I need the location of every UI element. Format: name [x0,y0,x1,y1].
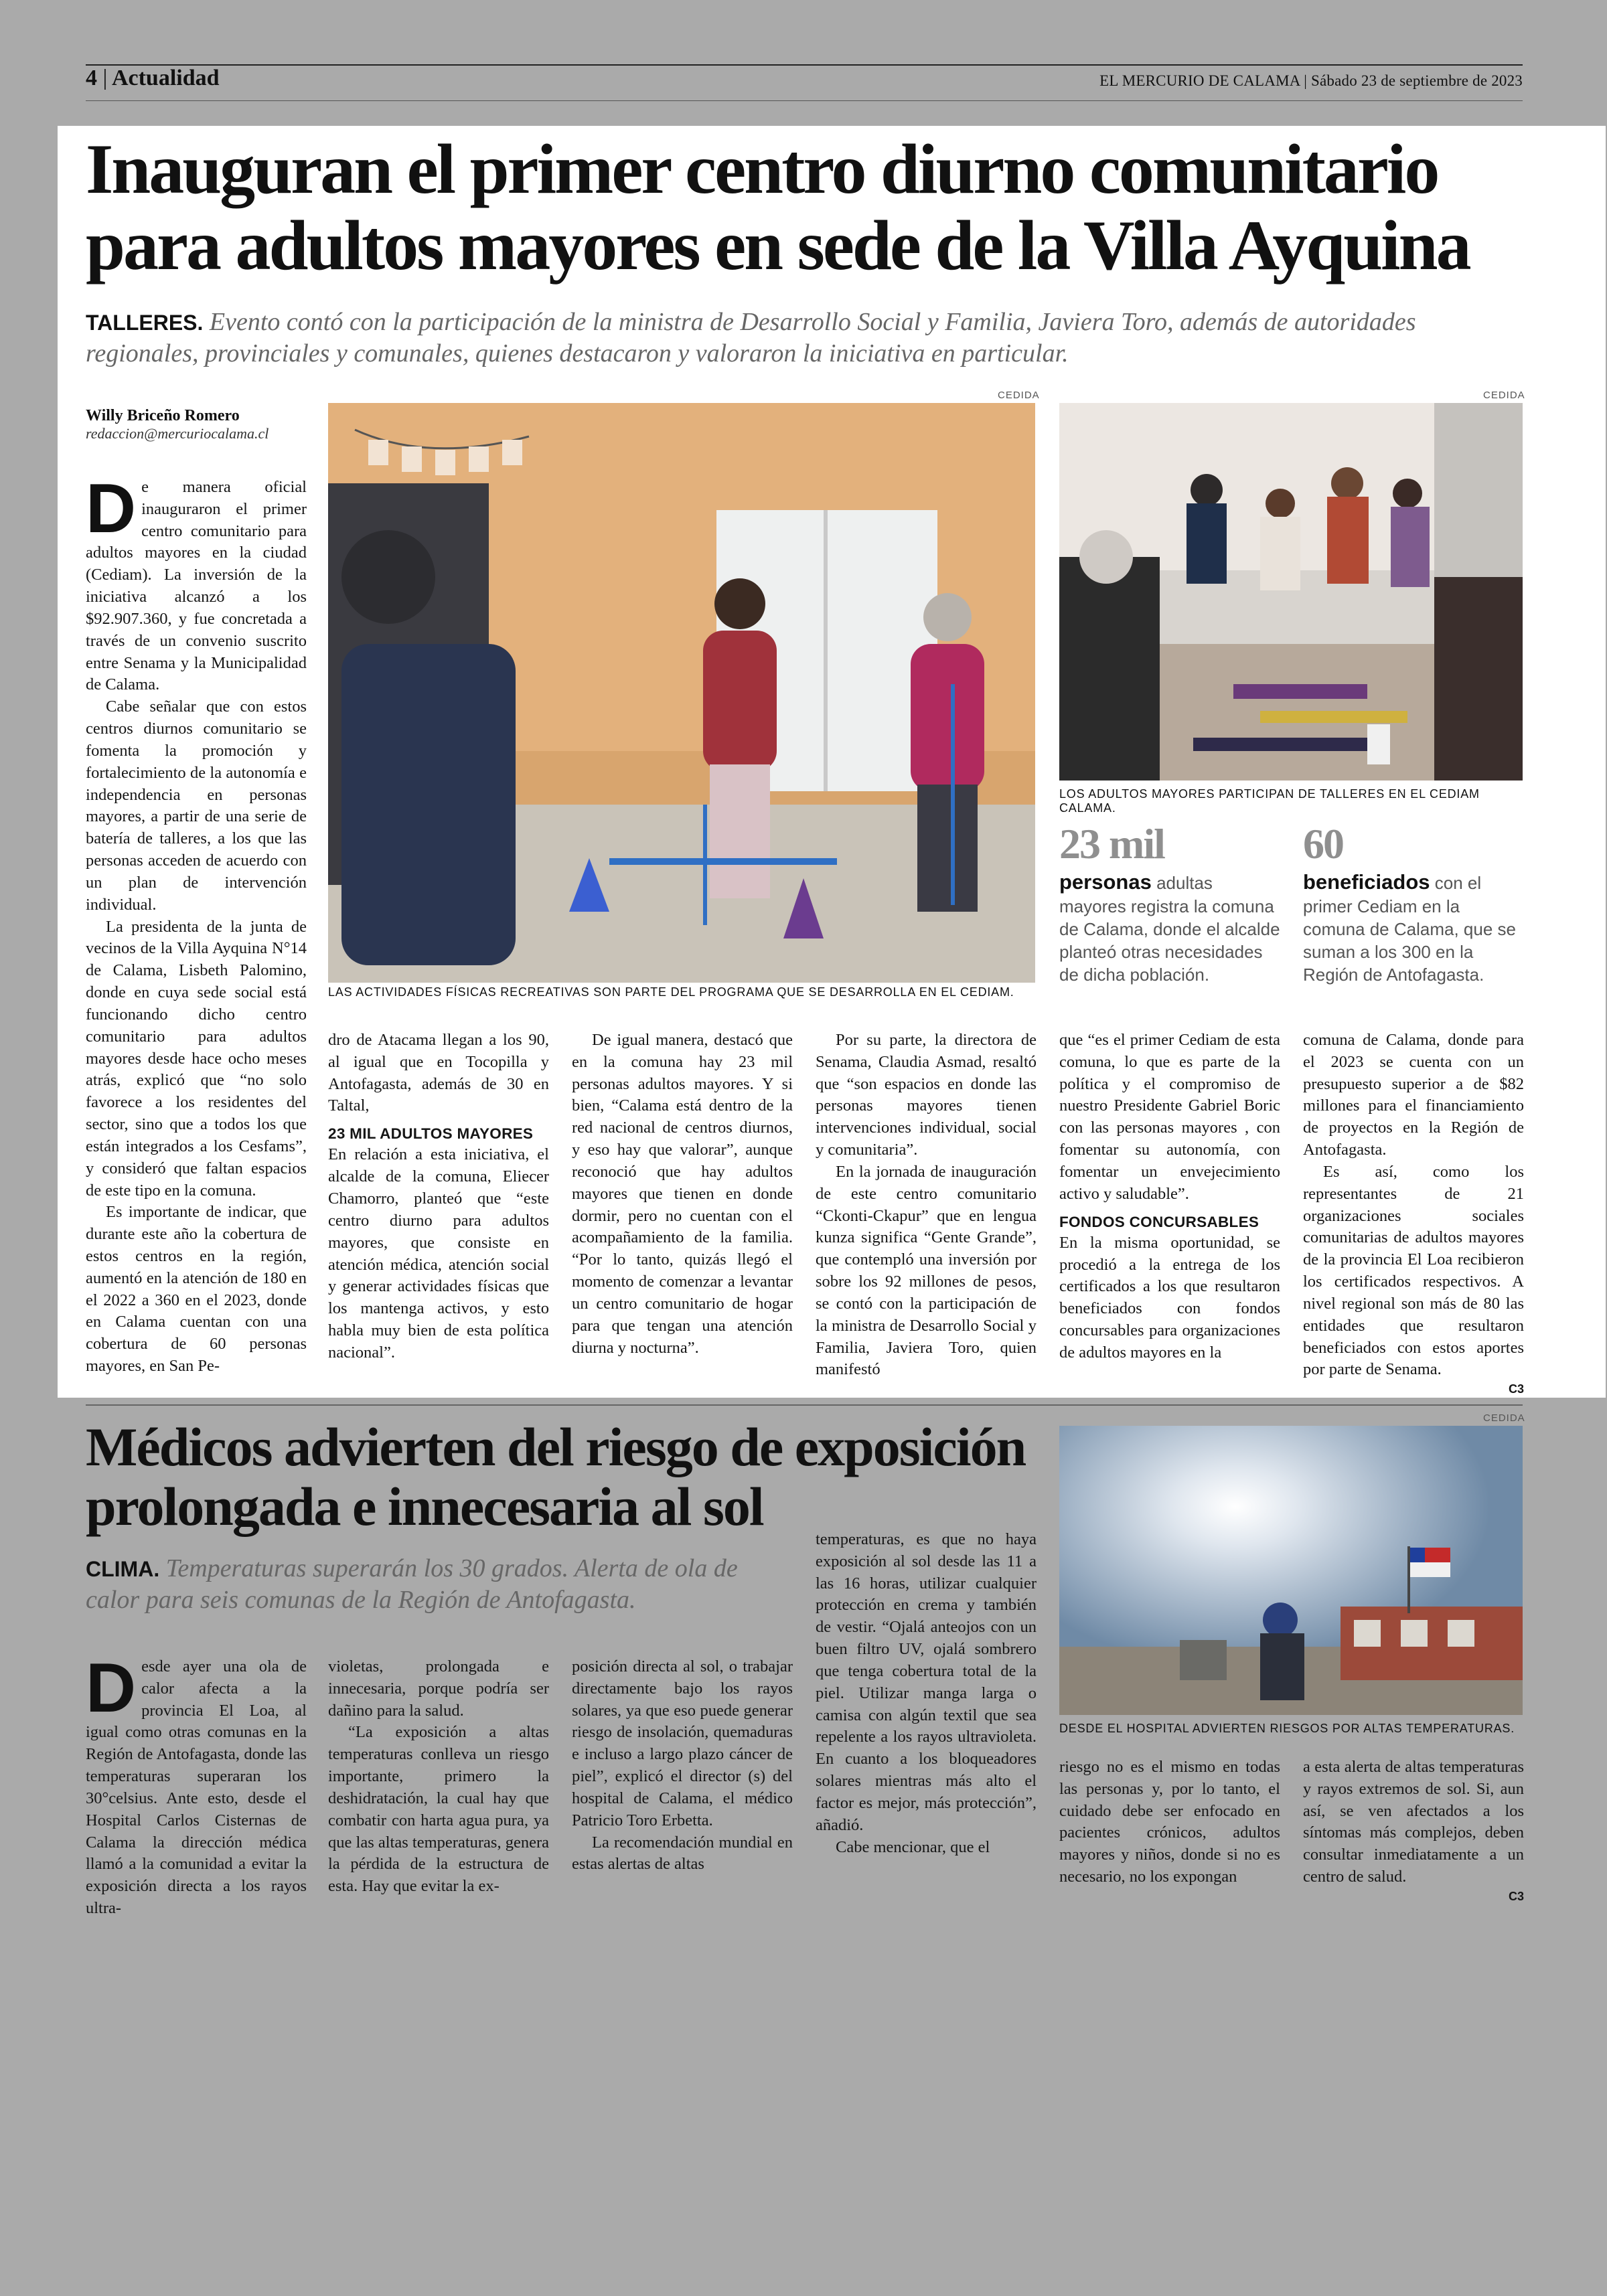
paragraph: Cabe mencionar, que el [836,1837,990,1856]
paragraph: En la misma oportunidad, se procedió a la entrega de los certificados a los que resultaron beneficiados con fondos concursables para organizaciones de adultos mayores en la [1059,1233,1280,1362]
photo-physical-activities [328,403,1035,983]
article2-title-line1: Médicos advierten del riesgo de exposición [86,1416,1026,1477]
section-name: Actualidad [111,66,220,90]
paragraph: La recomendación mundial en estas alertas de altas [572,1833,793,1874]
article1-lead-text: Evento contó con la participación de la ministra de Desarrollo Social y Familia, Javiera Toro, además de autoridades regionales, provinciales y comunales, quienes destacaron y valoraron la iniciativa en particular. [86,308,1416,367]
paragraph: temperaturas, es que no haya exposición al sol desde las 11 a las 16 horas, utilizar cualquier protección en crema y también de vestir. “Ojalá anteojos con un buen filtro UV, ojalá sombrero que tenga cobertura total de la piel. Utilizar manga larga o camisa con algún textil que sea repelente a los rayos ultravioleta. En cuanto a los bloqueadores solares mientras más alto el factor es mejor, más protección”, añadió. [816,1530,1037,1834]
stat1-label [1059,869,1280,986]
author-email: redaccion@mercuriocalama.cl [86,425,269,442]
paragraph: Es así, como los representantes de 21 organizaciones sociales comunitarias de adultos mayores de la provincia El Loa recibieron los certificados respectivos. A nivel regional son más de 80 las entidades que resultaron beneficiados con estos aportes por parte de Senama. [1303,1162,1524,1379]
article-divider [86,1404,1523,1406]
subhead-fondos: FONDOS CONCURSABLES [1059,1213,1259,1230]
article2-column-3 [572,1656,793,1876]
article2-lead-text: Temperaturas superarán los 30 grados. Alerta de ola de calor para seis comunas de la Región de Antofagasta. [86,1554,738,1614]
masthead-separator: | [1304,72,1312,89]
photo1-caption: LAS ACTIVIDADES FÍSICAS RECREATIVAS SON PARTE DEL PROGRAMA QUE SE DESARROLLA EN EL CEDIAM. [328,985,1014,999]
dropcap: D [86,470,137,548]
header-rule-top [86,64,1523,66]
stat1-number: 23 mil [1059,820,1164,868]
dropcap: D [86,1649,137,1727]
stat2-bold: beneficiados [1303,870,1430,894]
photo1-illustration [328,403,1035,983]
paragraph: “La exposición a altas temperaturas conlleva un riesgo importante, primero la deshidratación, la cual hay que combatir con harta agua pura, ya que las altas temperaturas, genera la pérdida de la estructura de esta. Hay que evitar la ex- [328,1723,549,1896]
paragraph: En la jornada de inauguración de este centro comunitario “Ckonti-Ckapur” que en lengua kunza significa “Gente Grande”, que contempló una inversión por sobre los 92 millones de pesos, se contó con la participación de la ministra de Desarrollo Social y Familia, Javiera Toro, quien manifestó [816,1162,1037,1379]
article1-title-line1: Inauguran el primer centro diurno comunitario [86,130,1438,208]
photo3-credit: CEDIDA [1483,1412,1525,1424]
paragraph: La presidenta de la junta de vecinos de la Villa Ayquina N°14 de Calama, Lisbeth Palomino, donde en cuya sede social está funcionando dicho centro comunitario para adultos mayores desde hace ocho meses atrás, explicó que “no solo favorece a los residentes del sector, sino que a todos los que están integrados a los Cesfams”, y consideró que faltan espacios de este tipo en la comuna. [86,917,307,1200]
paragraph: comuna de Calama, donde para el 2023 se cuenta con un presupuesto superior a de $82 millones para el financiamiento de proyectos en la Región de Antofagasta. [1303,1031,1524,1159]
photo-workshop [1059,403,1523,781]
end-mark: C3 [1508,1889,1524,1903]
article1-column-5 [1059,1030,1280,1364]
paragraph: Por su parte, la directora de Senama, Claudia Asmad, resaltó que “son espacios en donde las personas mayores tienen intervenciones individual, social y comunitaria”. [816,1031,1037,1159]
stat-personas [1059,819,1280,986]
subhead-23-mil: 23 MIL ADULTOS MAYORES [328,1125,534,1143]
paragraph: que “es el primer Cediam de esta comuna, lo que es parte de la política y el compromiso de nuestro Presidente Gabriel Boric con las personas mayores , con fomentar su autonomía, con fomentar un envejecimiento activo y saludable”. [1059,1031,1280,1203]
article1-column-6 [1303,1030,1524,1397]
end-mark: C3 [1508,1382,1524,1396]
issue-date: Sábado 23 de septiembre de 2023 [1311,72,1523,89]
article2-column-6 [1303,1756,1524,1904]
section-label [86,66,220,91]
photo3-illustration [1059,1426,1523,1715]
paragraph: e manera oficial inauguraron el primer centro comunitario para adultos mayores en la ciudad (Cediam). La inversión de la iniciativa alcanzó a los $92.907.360, y fue concretada a través de un convenio suscrito entre Senama y la Municipalidad de Calama. [86,478,307,694]
article2-column-1 [86,1649,307,1920]
article2-column-5 [1059,1756,1280,1888]
stat2-number: 60 [1303,820,1343,868]
stat-beneficiados [1303,819,1524,986]
paragraph: esde ayer una ola de calor afecta a la provincia El Loa, al igual como otras comunas en la Región de Antofagasta, donde las temperaturas superaran los 30°celsius. Ante esto, desde el Hospital Carlos Cisternas de Calama la dirección médica llamó a la comunidad a evitar la exposición directa a los rayos ultra- [86,1657,307,1918]
photo2-caption: LOS ADULTOS MAYORES PARTICIPAN DE TALLERES EN EL CEDIAM CALAMA. [1059,787,1480,815]
article2-lead [86,1553,795,1615]
stat1-text: adultas mayores registra la comuna de Calama, donde el alcalde planteó otras necesidades de dicha población. [1059,873,1280,985]
article2-headline [86,1418,1057,1536]
article2-kicker: CLIMA. [86,1557,160,1581]
paragraph: posición directa al sol, o trabajar directamente bajo los rayos solares, ya que eso puede generar riesgo de insolación, quemaduras e incluso a largo plazo cáncer de piel”, explicó el director (s) del hospital de Calama, el médico Patricio Toro Erbetta. [572,1657,793,1829]
paragraph: Cabe señalar que con estos centros diurnos comunitario se fomenta la promoción y fortalecimiento de la autonomía e independencia en personas mayores, a partir de una serie de batería de talleres, a los que las personas acceden de acuerdo con un plan de intervención individual. [86,698,307,914]
article2-column-4 [816,1529,1037,1858]
author-name: Willy Briceño Romero [86,407,240,424]
stat2-label [1303,869,1524,986]
article1-column-4 [816,1030,1037,1381]
page-number: 4 [86,66,97,90]
article2-column-2 [328,1656,549,1898]
article1-lead [86,307,1525,369]
photo2-illustration [1059,403,1523,781]
paragraph: En relación a esta iniciativa, el alcalde de la comuna, Eliecer Chamorro, planteó que “este centro diurno para adultos mayores, que consiste en atención médica, atención social y generar actividades físicas que los mantenga activos, y esto habla muy bien de esta política nacional”. [328,1145,549,1362]
article1-column-1 [86,470,307,1378]
photo3-caption: DESDE EL HOSPITAL ADVIERTEN RIESGOS POR ALTAS TEMPERATURAS. [1059,1722,1515,1735]
byline [86,407,307,442]
article1-title-line2: para adultos mayores en sede de la Villa Ayquina [86,206,1470,285]
section-separator: | [102,66,108,90]
article1-kicker: TALLERES. [86,311,204,335]
stat2-text: con el primer Cediam en la comuna de Calama, que se suman a los 300 en la Región de Antofagasta. [1303,873,1516,985]
photo1-credit: CEDIDA [998,390,1040,401]
paragraph: riesgo no es el mismo en todas las personas y, por lo tanto, el cuidado debe ser enfocado en pacientes crónicos, adultos mayores y niños, donde si no es necesario, no los expongan [1059,1758,1280,1886]
article1-column-3 [572,1030,793,1359]
newspaper-name: EL MERCURIO DE CALAMA [1099,72,1300,89]
article1-column-2 [328,1030,549,1364]
paragraph: a esta alerta de altas temperaturas y rayos extremos de sol. Si, aun así, se ven afectados a los síntomas más complejos, deben consultar inmediatamente a un centro de salud. [1303,1758,1524,1886]
masthead [1099,72,1523,90]
photo2-credit: CEDIDA [1483,390,1525,401]
article1-headline [86,131,1559,284]
header-rule-bottom [86,100,1523,101]
paragraph: dro de Atacama llegan a los 90, al igual que en Tocopilla y Antofagasta, además de 30 en Taltal, [328,1031,549,1115]
paragraph: De igual manera, destacó que en la comuna hay 23 mil personas adultos mayores. Y si bien, “Calama está dentro de la red nacional de centros diurnos, y eso hay que valorar”, aunque reconoció que hay adultos mayores que tienen en donde dormir, pero no cuentan con el acompañamiento de la familia. “Por lo tanto, quizás llegó el momento de comenzar a levantar un centro comunitario de hogar para que tengan una atención diurna y nocturna”. [572,1031,793,1357]
paragraph: Es importante de indicar, que durante este año la cobertura de estos centros en la región, aumentó en la atención de 180 en el 2022 a 360 en el 2023, donde en Calama cuentan con una cobertura de 60 personas mayores, en San Pe- [86,1203,307,1376]
paragraph: violetas, prolongada e innecesaria, porque podría ser dañino para la salud. [328,1657,549,1720]
article2-title-line2: prolongada e innecesaria al sol [86,1475,763,1537]
photo-hospital-sun [1059,1426,1523,1715]
stat1-bold: personas [1059,870,1152,894]
